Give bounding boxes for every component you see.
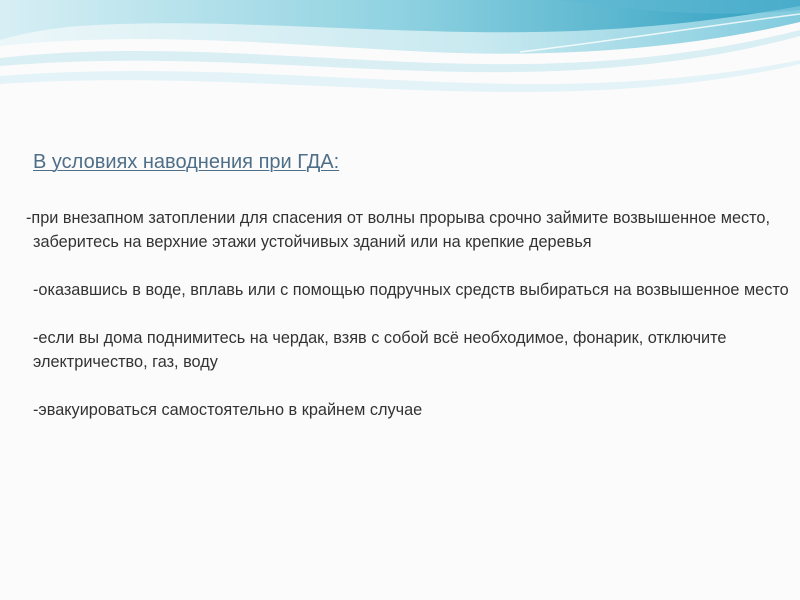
decorative-wave-header	[0, 0, 800, 95]
instruction-paragraph-4: -эвакуироваться самостоятельно в крайнем случае	[33, 401, 423, 419]
slide-title	[33, 151, 339, 174]
instruction-paragraph-2: -оказавшись в воде, вплавь или с помощью подручных средств выбираться на возвышенное место	[33, 281, 789, 299]
instruction-paragraph-1: -при внезапном затоплении для спасения от волны прорыва срочно займите возвышенное место, заберитесь на верхние этажи устойчивых зданий или на крепкие деревья	[26, 209, 770, 251]
instruction-paragraph-3: -если вы дома поднимитесь на чердак, взяв с собой всё необходимое, фонарик, отключите электричество, газ, воду	[33, 329, 727, 371]
slide-title-text: В условиях наводнения при ГДА:	[33, 151, 340, 173]
slide-body	[26, 206, 793, 422]
